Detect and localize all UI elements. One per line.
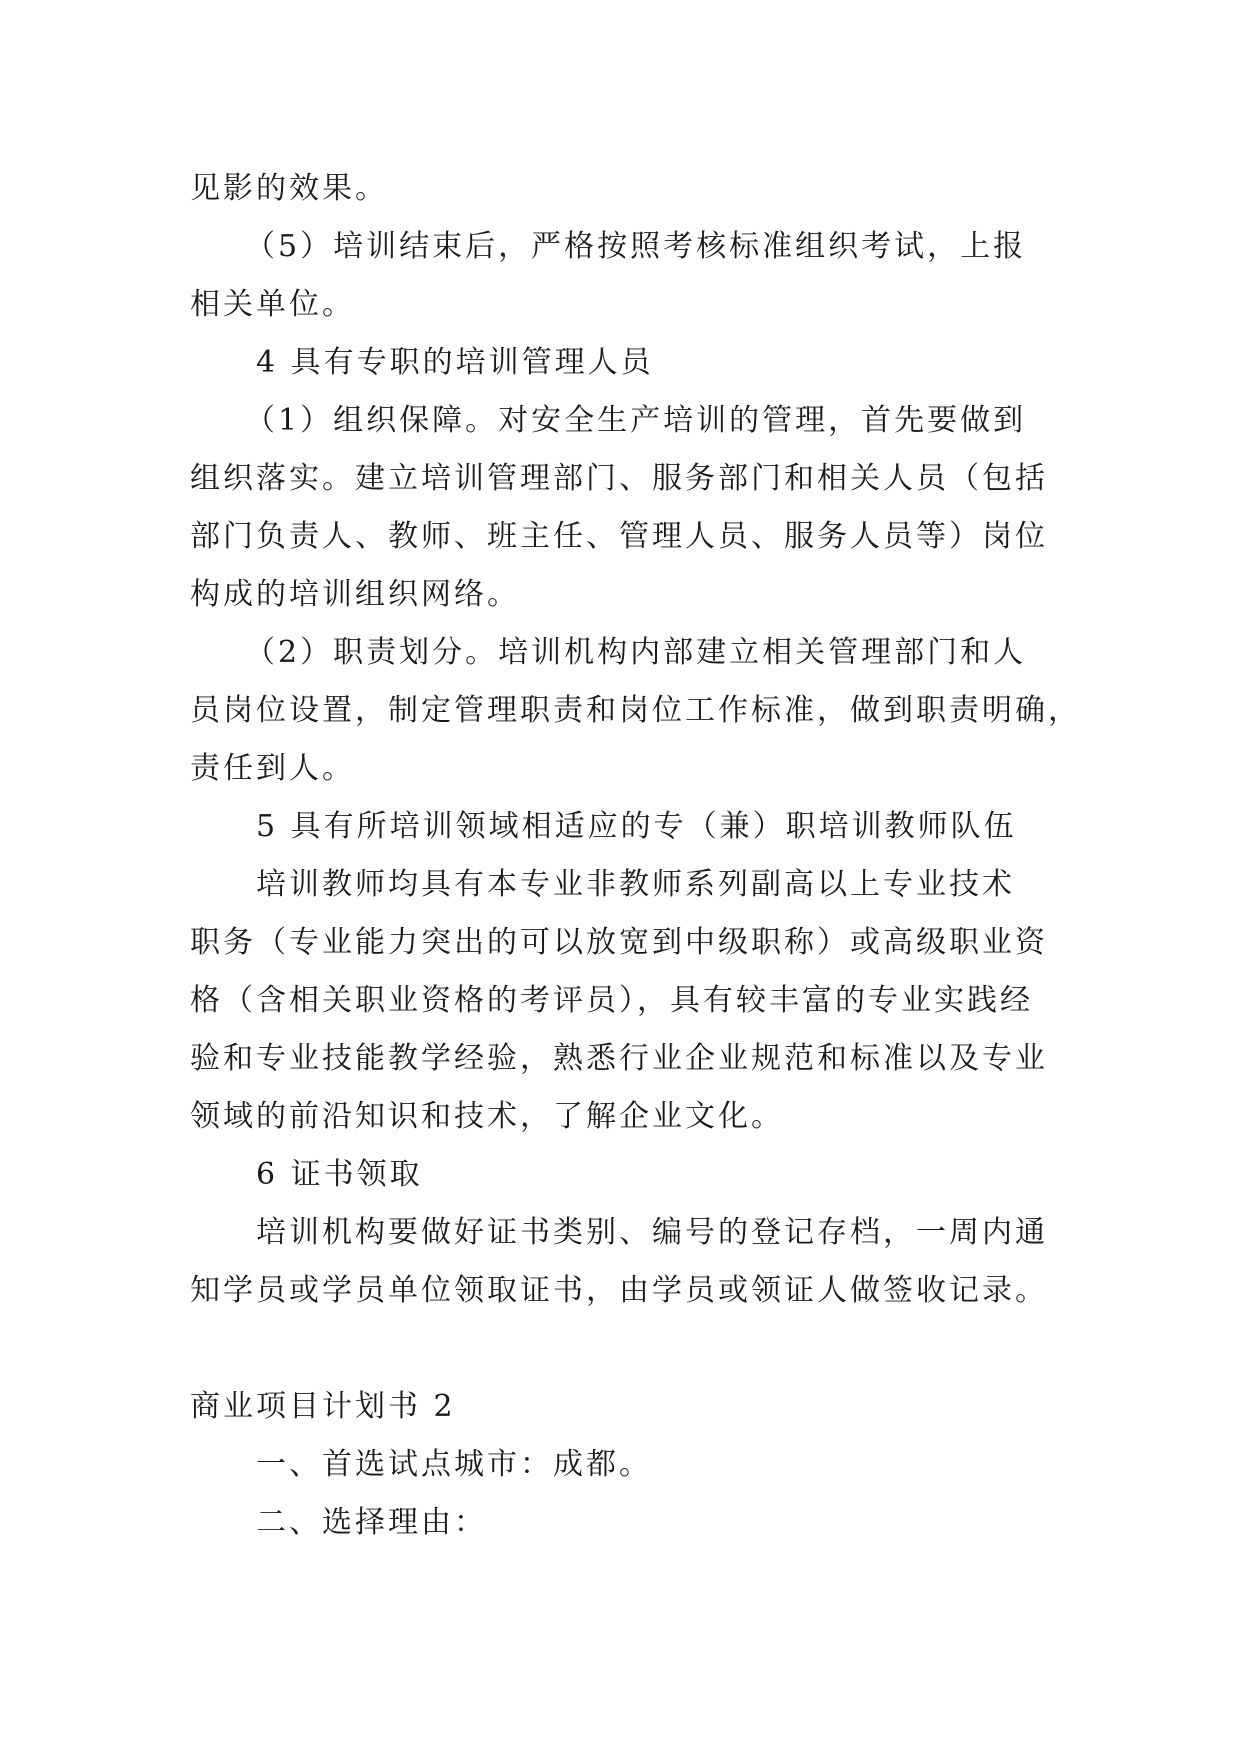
paragraph-line: 部门负责人、教师、班主任、管理人员、服务人员等）岗位 (190, 519, 1048, 554)
paragraph-line: 见影的效果。 (190, 171, 388, 206)
section-item-1: 一、首选试点城市：成都。 (256, 1447, 652, 1482)
paragraph-line: 格（含相关职业资格的考评员），具有较丰富的专业实践经 (190, 983, 1033, 1018)
section-heading-6: 6 证书领取 (256, 1157, 423, 1192)
paragraph-line: 验和专业技能教学经验，熟悉行业企业规范和标准以及专业 (190, 1041, 1048, 1076)
paragraph-line: 员岗位设置，制定管理职责和岗位工作标准，做到职责明确， (190, 693, 1081, 728)
section-heading-4: 4 具有专职的培训管理人员 (256, 345, 654, 380)
spacer (190, 1320, 1060, 1378)
paragraph-line: 知学员或学员单位领取证书，由学员或领证人做签收记录。 (190, 1273, 1048, 1308)
paragraph-line: （1）组织保障。对安全生产培训的管理，首先要做到 (245, 403, 1027, 438)
paragraph-line: （2）职责划分。培训机构内部建立相关管理部门和人 (245, 635, 1027, 670)
paragraph-line: 责任到人。 (190, 751, 355, 786)
document-body (190, 160, 1081, 1552)
paragraph-line: 培训教师均具有本专业非教师系列副高以上专业技术 (256, 867, 1015, 902)
document-title-2: 商业项目计划书 2 (190, 1389, 456, 1424)
paragraph-line: 构成的培训组织网络。 (190, 577, 520, 612)
section-heading-5: 5 具有所培训领域相适应的专（兼）职培训教师队伍 (256, 809, 1017, 844)
paragraph-line: 相关单位。 (190, 287, 355, 322)
section-item-2: 二、选择理由： (256, 1505, 487, 1540)
paragraph-line: （5）培训结束后，严格按照考核标准组织考试，上报 (245, 229, 1027, 264)
paragraph-line: 培训机构要做好证书类别、编号的登记存档，一周内通 (256, 1215, 1048, 1250)
paragraph-line: 职务（专业能力突出的可以放宽到中级职称）或高级职业资 (190, 925, 1048, 960)
paragraph-line: 领域的前沿知识和技术，了解企业文化。 (190, 1099, 784, 1134)
paragraph-line: 组织落实。建立培训管理部门、服务部门和相关人员（包括 (190, 461, 1048, 496)
